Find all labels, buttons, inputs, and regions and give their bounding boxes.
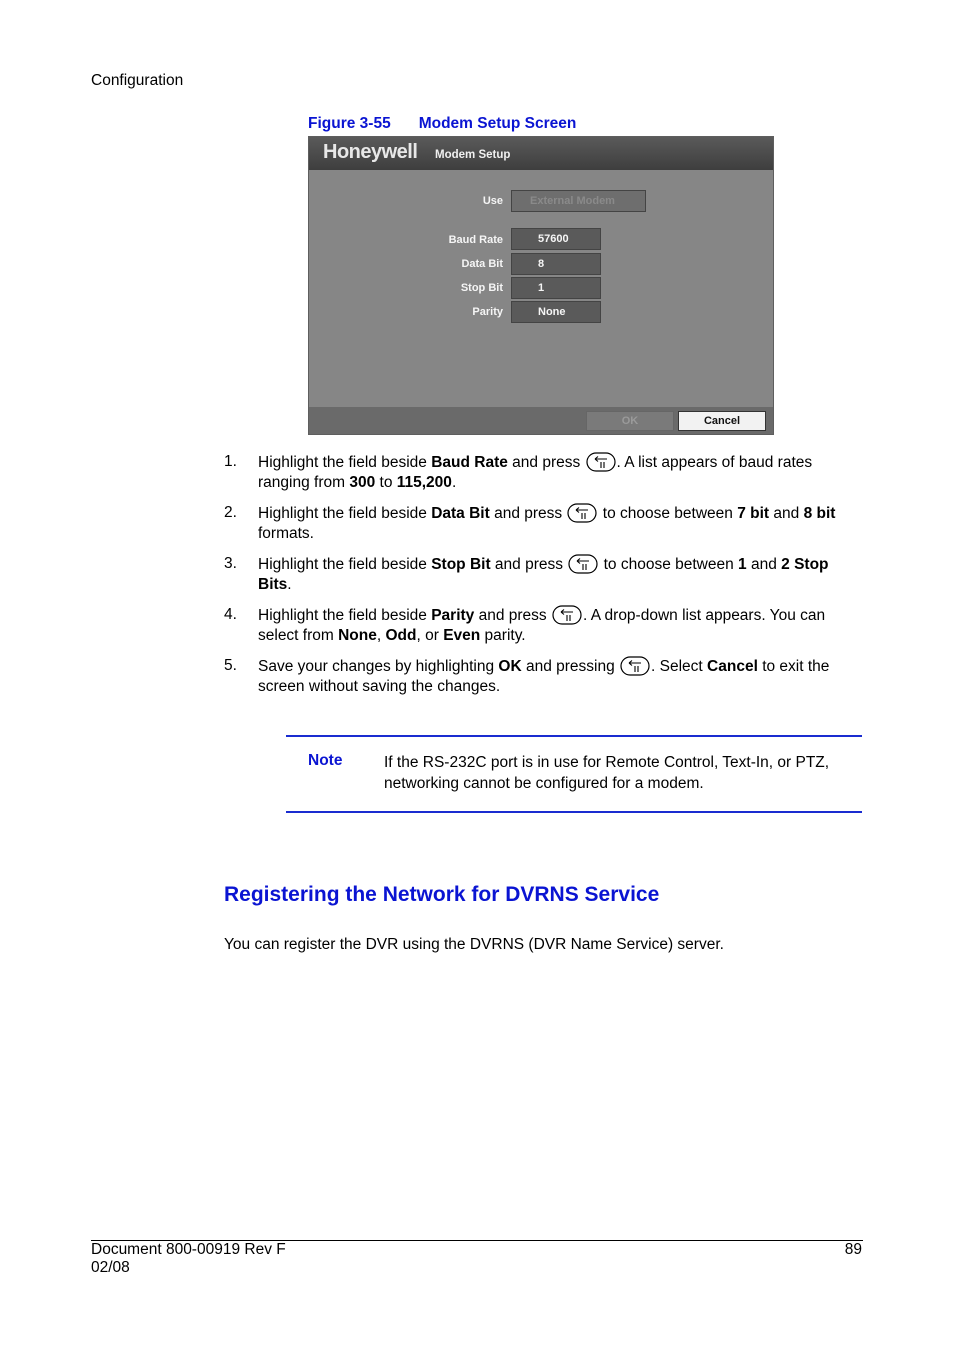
honeywell-logo: Honeywell — [323, 141, 418, 163]
procedure-steps — [224, 452, 864, 707]
use-label: Use — [482, 195, 503, 207]
figure-number: Figure 3-55 — [308, 115, 391, 132]
ok-button[interactable]: OK — [586, 411, 674, 431]
cancel-button[interactable]: Cancel — [678, 411, 766, 431]
section-intro: You can register the DVR using the DVRNS (DVR Name Service) server. — [224, 936, 724, 953]
parity-field[interactable]: None — [511, 301, 601, 323]
baud-rate-field[interactable]: 57600 — [511, 228, 601, 250]
figure-title: Modem Setup Screen — [418, 115, 577, 132]
stop-bit-field[interactable]: 1 — [511, 277, 601, 299]
modem-setup-screenshot — [308, 136, 774, 435]
page-number: 89 — [844, 1241, 862, 1258]
data-bit-field[interactable]: 8 — [511, 253, 601, 275]
enter-button-icon — [568, 554, 598, 574]
baud-rate-label: Baud Rate — [448, 234, 503, 246]
footer-document-info — [91, 1241, 286, 1277]
use-field[interactable]: External Modem — [511, 190, 646, 212]
data-bit-label: Data Bit — [461, 258, 503, 270]
note-text: If the RS-232C port is in use for Remote Control, Text-In, or PTZ, networking cannot be configured for a modem. — [384, 754, 830, 792]
document-date: 02/08 — [91, 1259, 130, 1276]
note-box — [286, 735, 862, 813]
enter-button-icon — [567, 503, 597, 523]
stop-bit-label: Stop Bit — [460, 282, 503, 294]
step-5: 5. Save your changes by highlighting OK and pressing . Select Cancel to exit the screen without saving the changes. — [224, 657, 830, 695]
enter-button-icon — [620, 656, 650, 676]
document-number: Document 800-00919 Rev F — [91, 1241, 286, 1258]
note-label: Note — [308, 752, 343, 769]
section-heading: Registering the Network for DVRNS Service — [224, 883, 660, 906]
step-2: 2. Highlight the field beside Data Bit and press to choose between 7 bit and 8 bit formats. — [224, 504, 836, 542]
step-4: 4. Highlight the field beside Parity and press . A drop-down list appears. You can select from None, Odd, or Even parity. — [224, 606, 826, 644]
enter-button-icon — [552, 605, 582, 625]
step-3: 3. Highlight the field beside Stop Bit and press to choose between 1 and 2 Stop Bits. — [224, 555, 829, 593]
figure-caption — [308, 115, 576, 133]
screen-title: Modem Setup — [435, 149, 511, 161]
enter-button-icon — [586, 452, 616, 472]
parity-label: Parity — [472, 306, 503, 318]
step-1: 1. Highlight the field beside Baud Rate and press . A list appears of baud rates ranging from 300 to 115,200. — [224, 453, 813, 491]
running-header: Configuration — [91, 72, 184, 89]
